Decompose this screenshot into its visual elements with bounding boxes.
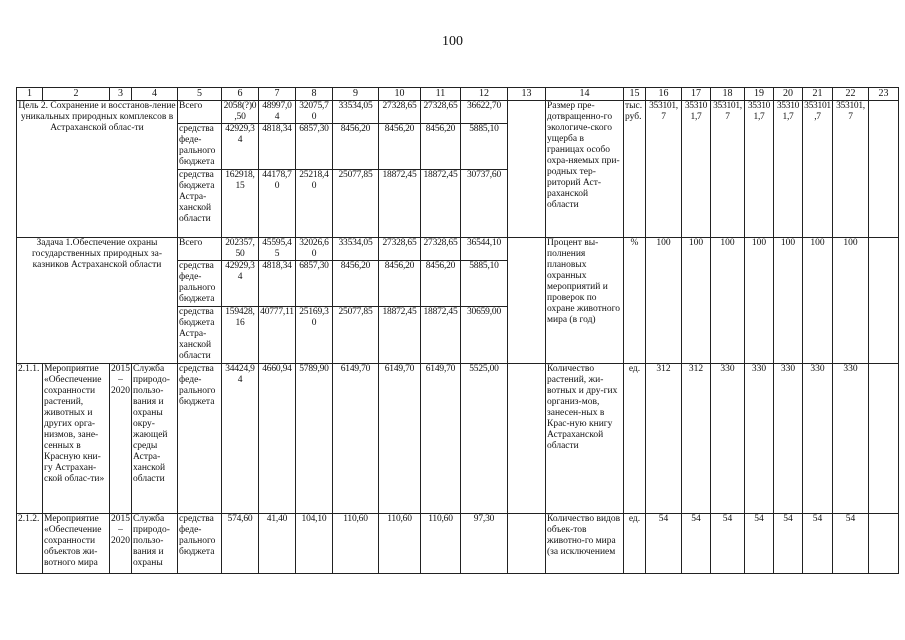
header-cell: 16 bbox=[646, 88, 682, 101]
funding-label-total: Всего bbox=[178, 238, 222, 261]
measure-executor: Служба природо-пользо-вания и охраны bbox=[132, 514, 178, 574]
indicator-value: 353101,7 bbox=[745, 101, 774, 238]
indicator-value: 330 bbox=[803, 364, 833, 514]
indicator-value: 54 bbox=[745, 514, 774, 574]
amount-cell: 4818,34 bbox=[259, 124, 296, 170]
amount-cell: 18872,45 bbox=[421, 170, 461, 238]
indicator-value: 330 bbox=[833, 364, 869, 514]
task-title: Задача 1.Обеспечение охраны государственных природных за-казников Астраханской области bbox=[17, 238, 178, 364]
amount-cell: 41,40 bbox=[259, 514, 296, 574]
amount-cell: 32075,70 bbox=[296, 101, 333, 124]
indicator-value: 353101,7 bbox=[774, 101, 803, 238]
amount-cell: 6857,30 bbox=[296, 261, 333, 307]
goal-total-row bbox=[17, 101, 899, 124]
funding-label-regional: средства бюджета Астра-ханской области bbox=[178, 170, 222, 238]
indicator-value: 353101,7 bbox=[833, 101, 869, 238]
amount-cell: 36622,70 bbox=[461, 101, 508, 124]
funding-label-regional: средства бюджета Астра-ханской области bbox=[178, 307, 222, 364]
amount-cell: 5885,10 bbox=[461, 261, 508, 307]
amount-cell: 110,60 bbox=[421, 514, 461, 574]
measure-indicator: Количество видов объек-тов животно-го мира (за исключением bbox=[546, 514, 624, 574]
amount-cell: 97,30 bbox=[461, 514, 508, 574]
header-cell: 12 bbox=[461, 88, 508, 101]
amount-cell: 30659,00 bbox=[461, 307, 508, 364]
header-cell: 15 bbox=[624, 88, 646, 101]
amount-cell: 25077,85 bbox=[333, 307, 379, 364]
measure-indicator: Количество растений, жи-вотных и дру-гих организ-мов, занесен-ных в Крас-ную книгу Астраханской области bbox=[546, 364, 624, 514]
goal-title: Цель 2. Сохранение и восстанов-ление уникальных природных комплексов в Астраханской облас-ти bbox=[17, 101, 178, 238]
task-total-row bbox=[17, 238, 899, 261]
amount-cell: 18872,45 bbox=[421, 307, 461, 364]
indicator-value: 54 bbox=[682, 514, 711, 574]
header-cell: 8 bbox=[296, 88, 333, 101]
measure-years: 2015 – 2020 bbox=[110, 364, 132, 514]
indicator-value: 353101,7 bbox=[682, 101, 711, 238]
amount-cell: 42929,34 bbox=[222, 124, 259, 170]
header-cell: 13 bbox=[508, 88, 546, 101]
amount-cell: 8456,20 bbox=[421, 124, 461, 170]
amount-cell: 6149,70 bbox=[379, 364, 421, 514]
measure-unit: ед. bbox=[624, 364, 646, 514]
amount-cell: 202357,50 bbox=[222, 238, 259, 261]
header-cell: 20 bbox=[774, 88, 803, 101]
amount-cell: 33534,05 bbox=[333, 238, 379, 261]
empty-cell bbox=[508, 514, 546, 574]
indicator-value: 353101,7 bbox=[803, 101, 833, 238]
amount-cell: 162918,15 bbox=[222, 170, 259, 238]
measure-years: 2015 – 2020 bbox=[110, 514, 132, 574]
amount-cell: 36544,10 bbox=[461, 238, 508, 261]
amount-cell: 44178,70 bbox=[259, 170, 296, 238]
indicator-value: 330 bbox=[745, 364, 774, 514]
empty-cell bbox=[508, 364, 546, 514]
page-number: 100 bbox=[442, 34, 463, 49]
indicator-value: 330 bbox=[711, 364, 745, 514]
amount-cell: 27328,65 bbox=[379, 101, 421, 124]
indicator-value: 100 bbox=[711, 238, 745, 364]
indicator-value: 100 bbox=[646, 238, 682, 364]
amount-cell: 6149,70 bbox=[333, 364, 379, 514]
header-cell: 9 bbox=[333, 88, 379, 101]
amount-cell: 5885,10 bbox=[461, 124, 508, 170]
amount-cell: 25077,85 bbox=[333, 170, 379, 238]
header-cell: 11 bbox=[421, 88, 461, 101]
task-indicator: Процент вы-полнения плановых охранных мероприятий и проверок по охране животного мира (в год) bbox=[546, 238, 624, 364]
amount-cell: 27328,65 bbox=[421, 101, 461, 124]
header-cell: 6 bbox=[222, 88, 259, 101]
amount-cell: 25169,30 bbox=[296, 307, 333, 364]
indicator-value: 54 bbox=[711, 514, 745, 574]
amount-cell: 4818,34 bbox=[259, 261, 296, 307]
amount-cell: 8456,20 bbox=[333, 261, 379, 307]
measure-unit: ед. bbox=[624, 514, 646, 574]
amount-cell: 8456,20 bbox=[379, 261, 421, 307]
amount-cell: 8456,20 bbox=[379, 124, 421, 170]
amount-cell: 34424,94 bbox=[222, 364, 259, 514]
indicator-value: 54 bbox=[646, 514, 682, 574]
indicator-value: 54 bbox=[803, 514, 833, 574]
amount-cell: 2058(?)0,50 bbox=[222, 101, 259, 124]
measure-code: 2.1.2. bbox=[17, 514, 43, 574]
indicator-value: 330 bbox=[774, 364, 803, 514]
funding-label-federal: средства феде-рального бюджета bbox=[178, 124, 222, 170]
indicator-value: 353101,7 bbox=[711, 101, 745, 238]
header-cell: 14 bbox=[546, 88, 624, 101]
indicator-value: 100 bbox=[682, 238, 711, 364]
funding-label-federal: средства феде-рального бюджета bbox=[178, 261, 222, 307]
indicator-value: 312 bbox=[646, 364, 682, 514]
header-cell: 5 bbox=[178, 88, 222, 101]
empty-cell bbox=[508, 101, 546, 238]
amount-cell: 8456,20 bbox=[421, 261, 461, 307]
amount-cell: 25218,40 bbox=[296, 170, 333, 238]
measure-executor: Служба природо-пользо-вания и охраны окру-жающей среды Астра-ханской области bbox=[132, 364, 178, 514]
amount-cell: 18872,45 bbox=[379, 307, 421, 364]
amount-cell: 48997,04 bbox=[259, 101, 296, 124]
amount-cell: 110,60 bbox=[379, 514, 421, 574]
amount-cell: 6857,30 bbox=[296, 124, 333, 170]
amount-cell: 159428,16 bbox=[222, 307, 259, 364]
amount-cell: 45595,45 bbox=[259, 238, 296, 261]
header-cell: 17 bbox=[682, 88, 711, 101]
amount-cell: 5789,90 bbox=[296, 364, 333, 514]
amount-cell: 5525,00 bbox=[461, 364, 508, 514]
measure-row bbox=[17, 364, 899, 514]
amount-cell: 18872,45 bbox=[379, 170, 421, 238]
measure-name: Мероприятие «Обеспечение сохранности растений, животных и других орга-низмов, зане-сенных в Красную кни-гу Астрахан-ской облас-ти» bbox=[43, 364, 110, 514]
indicator-value: 54 bbox=[833, 514, 869, 574]
empty-cell bbox=[869, 238, 899, 364]
header-cell: 23 bbox=[869, 88, 899, 101]
amount-cell: 8456,20 bbox=[333, 124, 379, 170]
amount-cell: 104,10 bbox=[296, 514, 333, 574]
amount-cell: 40777,11 bbox=[259, 307, 296, 364]
amount-cell: 30737,60 bbox=[461, 170, 508, 238]
empty-cell bbox=[869, 364, 899, 514]
task-unit: % bbox=[624, 238, 646, 364]
goal-unit: тыс. руб. bbox=[624, 101, 646, 238]
program-table bbox=[16, 87, 899, 574]
indicator-value: 100 bbox=[774, 238, 803, 364]
header-cell: 18 bbox=[711, 88, 745, 101]
indicator-value: 312 bbox=[682, 364, 711, 514]
header-cell: 10 bbox=[379, 88, 421, 101]
amount-cell: 32026,60 bbox=[296, 238, 333, 261]
measure-name: Мероприятие «Обеспечение сохранности объектов жи-вотного мира bbox=[43, 514, 110, 574]
measure-row bbox=[17, 514, 899, 574]
header-cell: 1 bbox=[17, 88, 43, 101]
header-cell: 4 bbox=[132, 88, 178, 101]
header-cell: 22 bbox=[833, 88, 869, 101]
funding-label-total: Всего bbox=[178, 101, 222, 124]
measure-code: 2.1.1. bbox=[17, 364, 43, 514]
measure-source: средства феде-рального бюджета bbox=[178, 514, 222, 574]
indicator-value: 100 bbox=[803, 238, 833, 364]
empty-cell bbox=[869, 101, 899, 238]
amount-cell: 42929,34 bbox=[222, 261, 259, 307]
header-cell: 7 bbox=[259, 88, 296, 101]
amount-cell: 4660,94 bbox=[259, 364, 296, 514]
amount-cell: 27328,65 bbox=[421, 238, 461, 261]
header-cell: 19 bbox=[745, 88, 774, 101]
measure-source: средства феде-рального бюджета bbox=[178, 364, 222, 514]
header-cell: 21 bbox=[803, 88, 833, 101]
indicator-value: 54 bbox=[774, 514, 803, 574]
amount-cell: 574,60 bbox=[222, 514, 259, 574]
empty-cell bbox=[508, 238, 546, 364]
header-row bbox=[17, 88, 899, 101]
indicator-value: 353101,7 bbox=[646, 101, 682, 238]
amount-cell: 33534,05 bbox=[333, 101, 379, 124]
amount-cell: 6149,70 bbox=[421, 364, 461, 514]
indicator-value: 100 bbox=[833, 238, 869, 364]
indicator-value: 100 bbox=[745, 238, 774, 364]
header-cell: 2 bbox=[43, 88, 110, 101]
amount-cell: 110,60 bbox=[333, 514, 379, 574]
header-cell: 3 bbox=[110, 88, 132, 101]
amount-cell: 27328,65 bbox=[379, 238, 421, 261]
goal-indicator: Размер пре-дотвращенно-го экологиче-ского ущерба в границах особо охра-няемых при-родных тер-риторий Аст-раханской области bbox=[546, 101, 624, 238]
empty-cell bbox=[869, 514, 899, 574]
